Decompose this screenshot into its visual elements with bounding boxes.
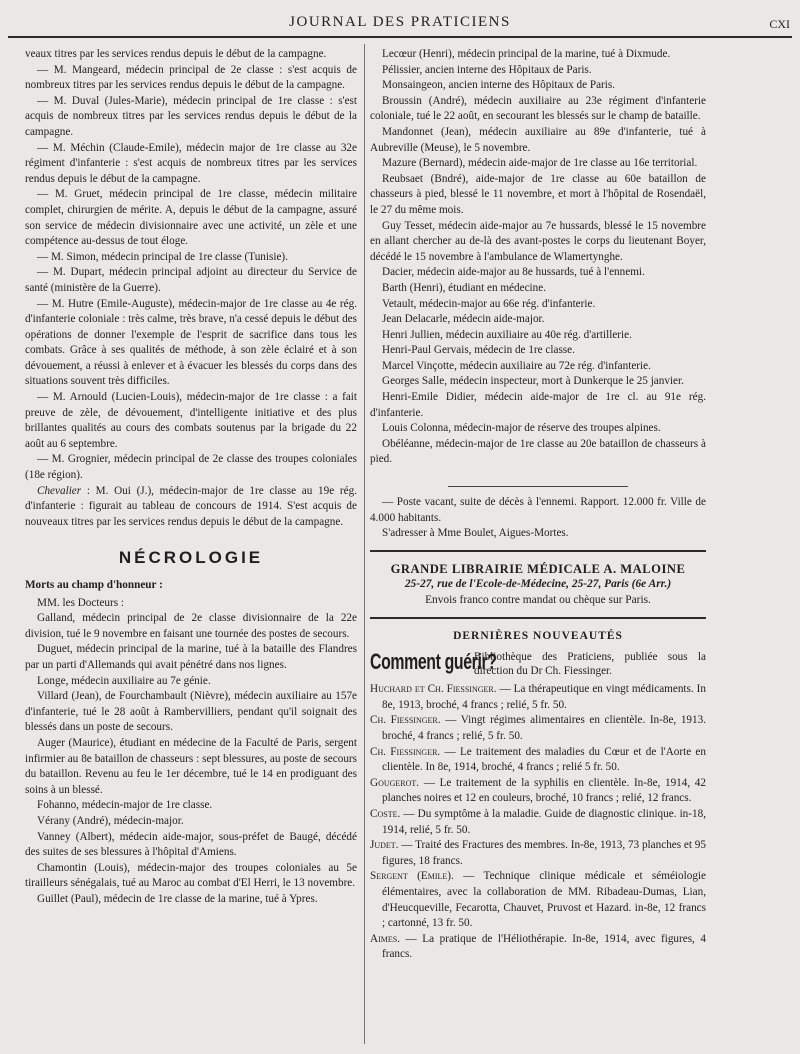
book-entry	[370, 745, 706, 776]
obituary-entry: Villard (Jean), de Fourchambault (Nièvre), médecin auxiliaire au 157e d'infanterie, tué le 28 août à Rambervilliers, pendant qu'il soignait des blessés dans un poste de secours.	[25, 690, 357, 734]
bookstore-advert	[370, 562, 706, 609]
obituary-entry: Guy Tesset, médecin aide-major au 7e hussards, blessé le 15 novembre en allant chercher au de-là des avant-postes le corps du lieutenant Boyer, décédé le 15 novembre à l'ambulance de Wlamertynghe.	[370, 219, 706, 263]
announcement-contact: S'adresser à Mme Boulet, Aigues-Mortes.	[382, 527, 569, 540]
necrologie-subheading: Morts au champ d'honneur :	[25, 579, 163, 591]
book-author: Aimes.	[370, 932, 400, 945]
book-author: Coste.	[370, 807, 401, 820]
series-banner	[370, 650, 706, 678]
obituary-entry: Georges Salle, médecin inspecteur, mort à Dunkerque le 25 janvier.	[382, 375, 684, 388]
citation-paragraph: — M. Mangeard, médecin principal de 2e classe : s'est acquis de nombreux titres par les services rendus depuis le début de la campagne.	[25, 63, 357, 92]
book-details: — Le traitement des maladies du Cœur et de l'Aorte en clientèle. In 8e, 1914, broché, 4 francs ; relié 5 fr. 50.	[382, 745, 706, 774]
announcement-text: — Poste vacant, suite de décès à l'ennemi. Rapport. 12.000 fr. Ville de 4.000 habitants.	[370, 496, 706, 524]
obituary-entry: Duguet, médecin principal de la marine, tué à la bataille des Flandres par un parti d'Allemands qui avait pénétré dans nos lignes.	[25, 643, 357, 671]
obituary-entry: Marcel Vinçotte, médecin auxiliaire au 72e rég. d'infanterie.	[382, 359, 651, 372]
citation-paragraph: — M. Simon, médecin principal de 1re classe (Tunisie).	[37, 250, 288, 263]
obituary-entry: Reubsaet (Bndré), aide-major de 1re classe au 60e bataillon de chasseurs à pied, blessé le 11 novembre, et mort à l'hôpital de Rosendaël, le 27 du même mois.	[370, 172, 706, 216]
book-entry	[370, 776, 706, 807]
new-releases-heading: DERNIÈRES NOUVEAUTÉS	[453, 629, 623, 642]
advert-title: GRANDE LIBRAIRIE MÉDICALE A. MALOINE	[390, 561, 686, 576]
obituary-entry: Henri-Paul Gervais, médecin de 1re classe.	[382, 344, 575, 357]
necrologie-intro: MM. les Docteurs :	[37, 596, 125, 609]
book-author: Judet.	[370, 839, 399, 852]
book-entry	[370, 713, 706, 744]
obituary-entry: Fohanno, médecin-major de 1re classe.	[37, 799, 213, 812]
citation-paragraph: — M. Gruet, médecin principal de 1re classe, médecin militaire complet, chirurgien de mérite. A, depuis le début de la campagne, assuré son service de médecin divisionnaire avec une activité, un zèle et une compétence au-dessus de tout éloge.	[25, 188, 357, 248]
advert-address: 25-27, rue de l'Ecole-de-Médecine, 25-27, Paris (6e Arr.)	[404, 578, 672, 591]
obituary-entry: Lecœur (Henri), médecin principal de la marine, tué à Dixmude.	[382, 48, 671, 60]
obituary-entry: Louis Colonna, médecin-major de réserve des troupes alpines.	[382, 422, 661, 435]
obituary-entry: Barth (Henri), étudiant en médecine.	[382, 281, 547, 294]
journal-title: JOURNAL DES PRATICIENS	[289, 14, 511, 30]
obituary-entry: Vanney (Albert), médecin aide-major, sous-préfet de Baugé, décédé des suites de ses blessures à l'hôpital d'Amiens.	[25, 830, 357, 859]
obituary-entry: Chamontin (Louis), médecin-major des troupes coloniales au 5e tirailleurs sénégalais, tué au Maroc au combat d'El Herri, le 13 novembre.	[25, 861, 357, 890]
obituary-entry: Monsaingeon, ancien interne des Hôpitaux de Paris.	[382, 79, 616, 92]
obituary-entry: Henri Jullien, médecin auxiliaire au 40e rég. d'artillerie.	[382, 328, 632, 341]
advert-shipping: Envois franco contre mandat ou chèque sur Paris.	[425, 594, 651, 606]
obituary-entry: Auger (Maurice), étudiant en médecine de la Faculté de Paris, sergent infirmier au 8e bataillon de chasseurs : sept blessures, au poste de secours du bataillon. Revenu au feu le 1er décembre, tué le 14 en prodiguant des soins à un blessé.	[25, 736, 357, 796]
obituary-entry: Vetault, médecin-major au 66e rég. d'infanterie.	[382, 297, 596, 310]
citation-paragraph: — M. Hutre (Emile-Auguste), médecin-major de 1re classe au 4e rég. d'infanterie coloniale : très calme, très brave, n'a cessé depuis le début des opérations de donner l'exemple de l'esprit de sacrifice dans tous les combats. Grâce à ses qualités de méthode, à son zèle éclairé et à son dévouement, a réussi à enlever et à évacuer les blessés du corps dans des situations souvent très difficiles.	[25, 297, 357, 388]
advert-rule-top	[370, 550, 706, 552]
obituary-entry: Henri-Emile Didier, médecin aide-major de 1re cl. au 91e rég. d'infanterie.	[370, 391, 706, 419]
book-entry	[370, 869, 706, 931]
book-details: — Le traitement de la syphilis en clientèle. In-8e, 1914, 42 planches noires et 12 en couleurs, broché, 10 francs ; relié, 12 francs.	[382, 776, 706, 805]
book-author: Gougerot.	[370, 776, 420, 789]
chevalier-text: : M. Oui (J.), médecin-major de 1re classe au 19e rég. d'infanterie : figurait au tableau de concours de 1914. S'est acquis de nouveaux titres par les services rendus depuis le début de la campagne.	[25, 484, 357, 528]
obituary-entry: Broussin (André), médecin auxiliaire au 23e régiment d'infanterie coloniale, tué le 22 août, en secourant les blessés sur le champ de bataille.	[370, 94, 706, 123]
left-column	[25, 47, 357, 907]
obituary-entry: Obéléanne, médecin-major de 1re classe au 20e bataillon de chasseurs à pied.	[370, 437, 706, 466]
advert-rule-bottom	[370, 617, 706, 619]
obituary-entry: Longe, médecin auxiliaire au 7e génie.	[37, 674, 211, 687]
citation-paragraph	[25, 484, 357, 531]
book-author: Ch. Fiessinger.	[370, 745, 441, 758]
section-rule	[448, 486, 628, 487]
column-divider	[364, 44, 365, 1044]
obituary-entry: Dacier, médecin aide-major au 8e hussards, tué à l'ennemi.	[382, 266, 645, 279]
book-author: Sergent (Emile).	[370, 870, 454, 883]
series-logo: Comment guérir?	[370, 649, 497, 675]
citation-paragraph: — M. Méchin (Claude-Emile), médecin major de 1re classe au 32e régiment d'infanterie : s'est acquis de nombreux titres par les services rendus depuis le début de la campagne.	[25, 141, 357, 185]
citation-paragraph: — M. Duval (Jules-Marie), médecin principal de 1re classe : s'est acquis de nombreux titres par les services rendus depuis le début de la campagne.	[25, 94, 357, 138]
citation-paragraph: — M. Arnould (Lucien-Louis), médecin-major de 1re classe : a fait preuve de zèle, de dévouement, d'intelligente initiative et des plus brillantes qualités au cours des combats soutenus par la brigade du 22 août au 6 septembre.	[25, 391, 357, 450]
page-number: CXI	[769, 17, 790, 31]
book-details: — La thérapeutique en vingt médicaments. In 8e, 1913, broché, 4 francs ; relié, 5 fr. 50.	[382, 683, 706, 711]
book-entry	[370, 932, 706, 963]
book-details: — Vingt régimes alimentaires en clientèle. In-8e, 1913. broché, 4 francs ; relié, 5 fr. 50.	[382, 714, 706, 742]
obituary-entry: Guillet (Paul), médecin de 1re classe de la marine, tué à Ypres.	[37, 892, 318, 905]
citation-paragraph: — M. Dupart, médecin principal adjoint au directeur du Service de santé (ministère de la Guerre).	[25, 266, 357, 294]
right-column	[370, 47, 706, 963]
obituary-entry: Pélissier, ancien interne des Hôpitaux de Paris.	[382, 63, 592, 76]
book-entry	[370, 838, 706, 869]
book-entry	[370, 807, 706, 838]
necrologie-heading: NÉCROLOGIE	[118, 548, 264, 568]
book-author: Huchard et Ch. Fiessinger.	[370, 683, 497, 696]
citation-paragraph: veaux titres par les services rendus depuis le début de la campagne.	[25, 48, 327, 60]
chevalier-label: Chevalier	[37, 484, 82, 497]
book-details: — La pratique de l'Héliothérapie. In-8e, 1914, avec figures, 4 francs.	[382, 932, 706, 961]
obituary-entry: Jean Delacarle, médecin aide-major.	[382, 313, 545, 326]
citation-paragraph: — M. Grognier, médecin principal de 2e classe des troupes coloniales (18e région).	[25, 453, 357, 482]
book-entry	[370, 682, 706, 713]
obituary-entry: Mandonnet (Jean), médecin auxiliaire au 89e d'infanterie, tué à Aubreville (Meuse), le 5 novembre.	[370, 125, 706, 154]
obituary-entry: Galland, médecin principal de 2e classe divisionnaire de la 22e division, tué le 9 novembre en faisant une tournée des postes de secours.	[25, 612, 357, 640]
obituary-entry: Vérany (André), médecin-major.	[37, 814, 184, 827]
book-details: — Du symptôme à la maladie. Guide de diagnostic clinique. in-18, 1914, relié, 5 fr. 50.	[382, 807, 706, 836]
series-description: Bibliothèque des Praticiens, publiée sous la direction du Dr Ch. Fiessinger.	[474, 651, 706, 678]
book-details: — Traité des Fractures des membres. In-8e, 1913, 73 planches et 95 figures, 18 francs.	[382, 839, 706, 867]
page-header	[0, 0, 800, 40]
book-details: — Technique clinique médicale et séméiologie élémentaires, avec la collaboration de MM. Ribadeau-Dumas, Lian, d'Heucqueville, Fecarotta, Chauvet, Pruvost et Hazard. in-8e, 12 francs ; cartonné, 13 fr. 50.	[382, 870, 706, 930]
obituary-entry: Mazure (Bernard), médecin aide-major de 1re classe au 16e territorial.	[382, 157, 698, 170]
header-rule	[8, 36, 792, 38]
book-author: Ch. Fiessinger.	[370, 714, 441, 727]
